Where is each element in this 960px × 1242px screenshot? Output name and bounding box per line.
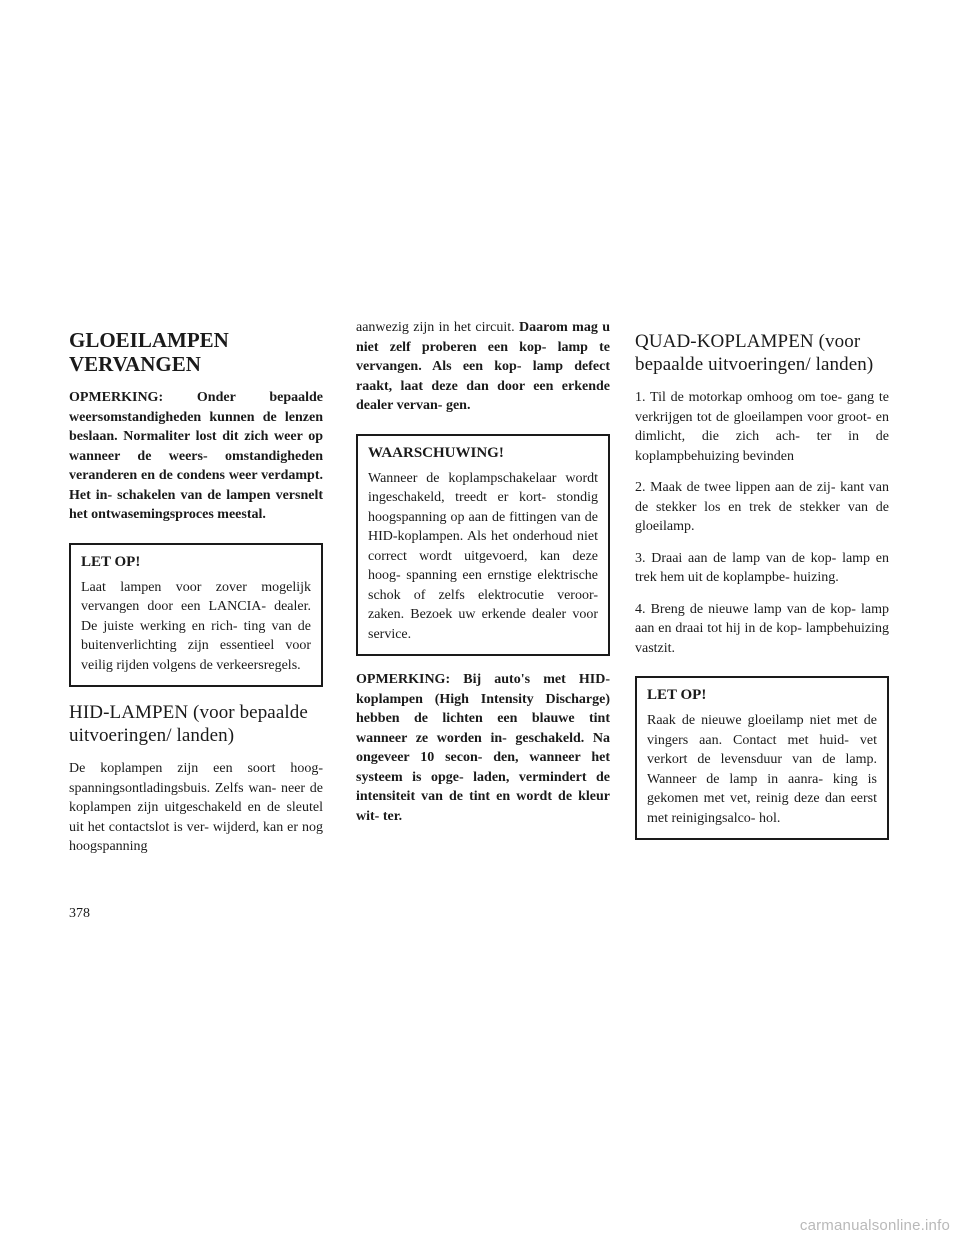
step-1: 1. Til de motorkap omhoog om toe- gang te verkrijgen tot de gloeilampen voor groot- en dimlicht, die zich ach- ter in de koplampbehuizing bevinden	[635, 390, 889, 464]
caution-text-2: Raak de nieuwe gloeilamp niet met de vingers aan. Contact met huid- vet verkort de levensduur van de lamp. Wanneer de lamp in aanra- king is gekomen met vet, reinig deze dan eerst met reinigingsalco- hol.	[647, 713, 877, 826]
column-1	[69, 318, 323, 869]
step-4: 4. Breng de nieuwe lamp van de kop- lamp aan en draai tot hij in de kop- lampbehuizing vastzit.	[635, 601, 889, 656]
watermark: carmanualsonline.info	[799, 1217, 950, 1234]
step-3: 3. Draai aan de lamp van de kop- lamp en trek hem uit de koplampbe- huizing.	[635, 550, 889, 585]
warning-title: WAARSCHUWING!	[368, 444, 504, 461]
section-title-hid: HID-LAMPEN (voor bepaalde uitvoeringen/ landen)	[69, 702, 308, 746]
warning-box	[356, 434, 610, 657]
hid-paragraph: De koplampen zijn een soort hoog- spanningsontladingsbuis. Zelfs wan- neer de koplampen zijn uitgeschakeld en de sleutel uit het contactslot is ver- wijderd, kan er nog hoogspanning	[69, 761, 323, 854]
caution-box-2	[635, 676, 889, 840]
column-3	[635, 318, 889, 854]
warning-text: Wanneer de koplampschakelaar wordt ingeschakeld, treedt er kort- stondig hoogspanning op aan de fittingen van de HID-koplampen. Als het onderhoud niet correct wordt uitgevoerd, kan deze hoog- spanning een ernstige elektrische schok of zelfs elektrocutie veroor- zaken. Bezoek uw erkende dealer voor service.	[368, 470, 598, 642]
hid-cont-text: aanwezig zijn in het circuit.	[356, 320, 515, 335]
note-condensation: OPMERKING: Onder bepaalde weersomstandigheden kunnen de lenzen beslaan. Normaliter lost dit zich weer op wanneer de weers- omstandigheden veranderen en de condens weer verdampt. Het in- schakelen van de lampen versnelt het ontwasemingsproces meestal.	[69, 390, 323, 522]
page-number: 378	[69, 906, 90, 921]
caution-box	[69, 543, 323, 688]
section-title-gloeilampen: GLOEILAMPEN VERVANGEN	[69, 328, 229, 376]
caution-title: LET OP!	[81, 553, 141, 570]
hid-cont-bold: Daarom mag u niet zelf proberen een kop- lamp te vervangen. Als een kop- lamp defect raakt, laat deze dan door een erkende dealer vervan- gen.	[356, 320, 611, 413]
section-title-quad: QUAD-KOPLAMPEN (voor bepaalde uitvoeringen/ landen)	[635, 331, 874, 375]
column-2	[356, 318, 610, 838]
hid-paragraph-continued	[356, 318, 610, 416]
note-hid-tint: OPMERKING: Bij auto's met HID-koplampen (High Intensity Discharge) hebben de lichten een blauwe tint wanneer ze worden in- geschakeld. Na ongeveer 10 secon- den, wanneer het systeem is opge- laden, vermindert de intensiteit van de tint en wordt de kleur wit- ter.	[356, 672, 610, 824]
step-2: 2. Maak de twee lippen aan de zij- kant van de stekker los en trek de stekker van de gloeilamp.	[635, 480, 889, 534]
caution-text: Laat lampen voor zover mogelijk vervangen door een LANCIA- dealer. De juiste werking en rich- ting van de buitenverlichting zijn essentieel voor veilig rijden volgens de verkeersregels.	[81, 579, 311, 673]
caution-title-2: LET OP!	[647, 687, 707, 703]
